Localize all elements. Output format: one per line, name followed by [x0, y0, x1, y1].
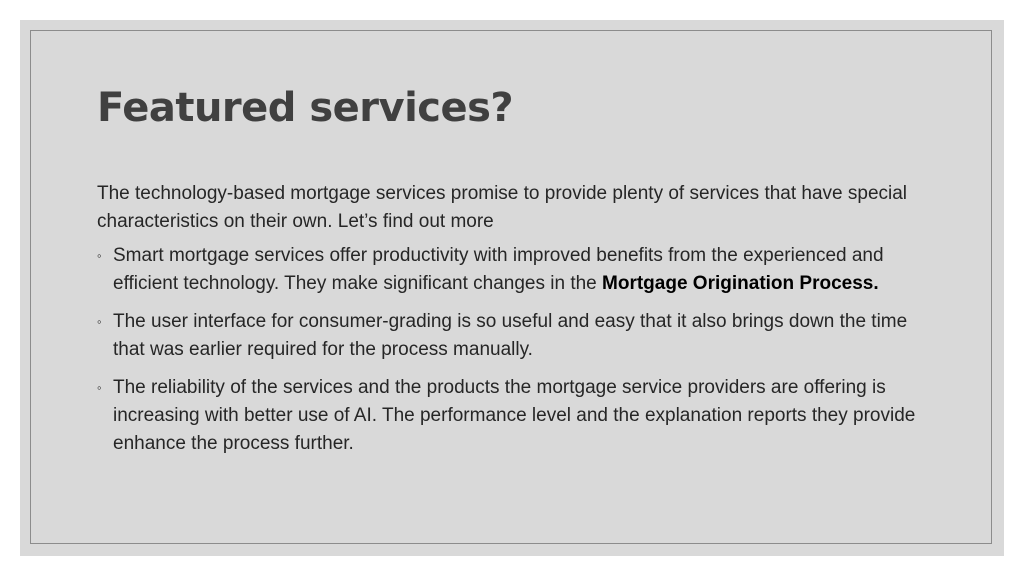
bullet-circle-icon: ◦	[97, 248, 102, 263]
bullet-circle-icon: ◦	[97, 380, 102, 395]
slide	[20, 20, 1004, 556]
bullet-list	[97, 242, 932, 458]
bullet-text: The reliability of the services and the products the mortgage service providers are offering is increasing with better use of AI. The performance level and the explanation reports they provide enhance the process further.	[113, 377, 916, 454]
bullet-item-2	[97, 308, 932, 364]
intro-paragraph: The technology-based mortgage services promise to provide plenty of services that have special characteristics on their own. Let’s find out more	[97, 183, 908, 232]
bullet-text: The user interface for consumer-grading is so useful and easy that it also brings down the time that was earlier required for the process manually.	[113, 311, 908, 360]
bullet-bold-text: Mortgage Origination Process.	[602, 273, 879, 294]
bullet-circle-icon: ◦	[97, 314, 102, 329]
bullet-item-3	[97, 374, 932, 458]
slide-title: Featured services?	[97, 85, 514, 131]
bullet-text: Smart mortgage services offer productivity with improved benefits from the experienced and efficient technology. They make significant changes in the	[113, 245, 884, 294]
slide-body	[97, 180, 932, 468]
bullet-item-1	[97, 242, 932, 298]
